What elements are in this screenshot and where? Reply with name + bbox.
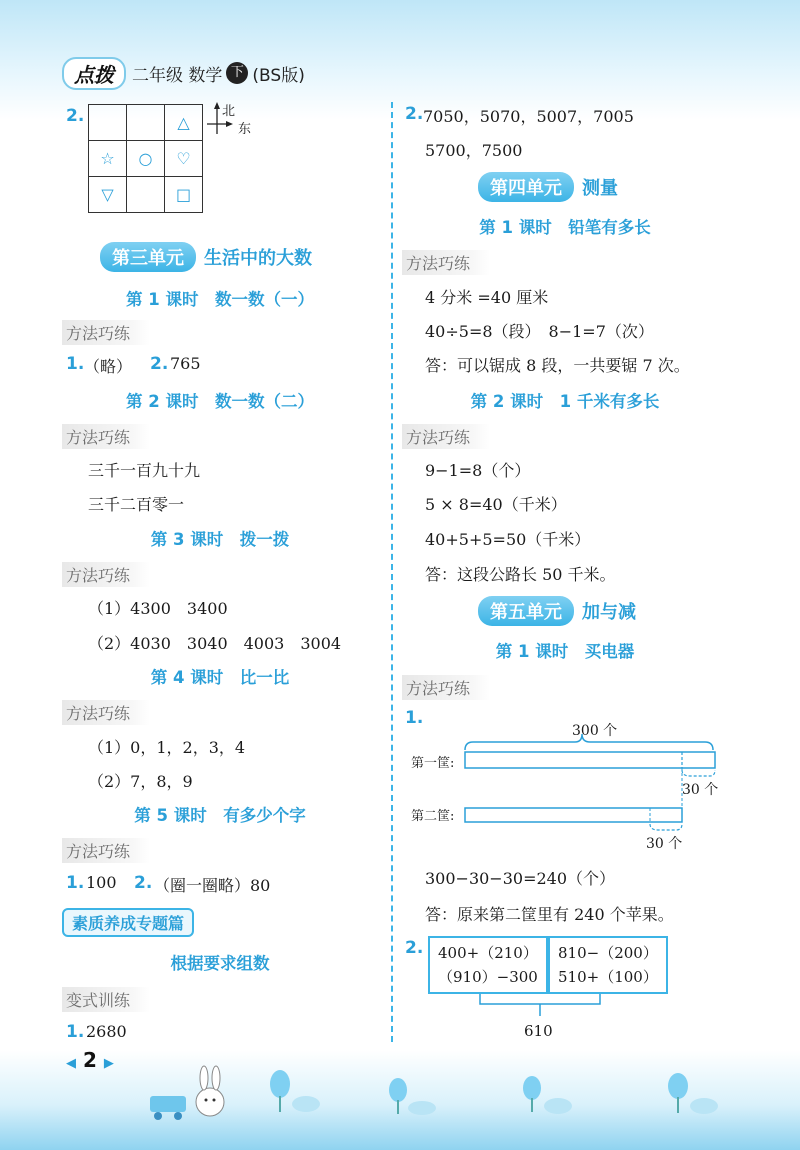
expression: （910）−300 xyxy=(438,968,538,986)
compass-north-label: 北 xyxy=(222,104,236,119)
answer-text: 5700，7500 xyxy=(425,141,523,160)
topic-title: 根据要求组数 xyxy=(170,954,270,973)
answer-text: 40÷5=8（段） 8−1=7（次） xyxy=(425,322,654,341)
next-arrow-icon: ▶ xyxy=(103,1056,114,1071)
unit-3-title: 生活中的大数 xyxy=(204,248,312,269)
method-label: 方法巧练 xyxy=(62,700,150,725)
logo: 点拨 xyxy=(62,57,126,90)
shape-grid xyxy=(88,104,203,213)
bunny-icon xyxy=(196,1066,224,1116)
answer-text: 三千一百九十九 xyxy=(88,461,201,480)
method-label: 方法巧练 xyxy=(402,675,490,700)
footer-decoration xyxy=(140,1062,740,1122)
special-section-label: 素质养成专题篇 xyxy=(62,908,194,937)
unit-4-pill: 第四单元 xyxy=(478,172,574,202)
question-number: 1. xyxy=(66,873,85,893)
grid-cell xyxy=(89,105,127,141)
basket-1-label: 第一筐: xyxy=(411,756,455,771)
question-number: 2. xyxy=(134,873,153,893)
grid-cell xyxy=(127,177,165,213)
question-number: 2. xyxy=(66,106,85,126)
question-number: 2. xyxy=(150,354,169,374)
answer-text: （1）0，1，2，3，4 xyxy=(88,738,246,757)
answer-text: 答：这段公路长 50 千米。 xyxy=(425,565,616,584)
question-number: 1. xyxy=(405,708,424,728)
diff-2-brace xyxy=(650,824,682,830)
volume-badge: 下 xyxy=(226,62,248,84)
answer-text: （2）7，8，9 xyxy=(88,772,193,791)
edition-label: (BS版) xyxy=(252,65,305,86)
bush-icon xyxy=(292,1096,718,1115)
method-label: 方法巧练 xyxy=(402,424,490,449)
unit-3-pill: 第三单元 xyxy=(100,242,196,272)
basket-1-bar xyxy=(465,752,715,768)
lesson-title: 第 1 课时 买电器 xyxy=(495,642,635,661)
method-label: 方法巧练 xyxy=(402,250,490,275)
answer-text: 100 xyxy=(86,873,117,892)
grid-cell: ○ xyxy=(127,141,165,177)
answer-text: 答：可以锯成 8 段，一共要锯 7 次。 xyxy=(425,356,690,375)
answer-text: （圈一圈略）80 xyxy=(154,876,271,895)
grid-cell: ▽ xyxy=(89,177,127,213)
page-number xyxy=(66,1048,114,1072)
answer-text: （2）4030 3040 4003 3004 xyxy=(88,634,342,653)
answer-text: 2680 xyxy=(86,1022,127,1041)
question-number: 2. xyxy=(405,938,424,958)
method-label: 方法巧练 xyxy=(62,424,150,449)
lesson-title: 第 2 课时 1 千米有多长 xyxy=(470,392,660,411)
answer-text: 300−30−30=240（个） xyxy=(425,869,616,888)
difference-label: 30 个 xyxy=(646,836,683,852)
lesson-title: 第 2 课时 数一数（二） xyxy=(126,392,314,411)
expression: 400+（210） xyxy=(438,944,538,962)
lesson-title: 第 1 课时 铅笔有多长 xyxy=(479,218,651,237)
unit-5-heading xyxy=(478,596,636,626)
answer-text: 9−1=8（个） xyxy=(425,461,531,480)
question-number: 2. xyxy=(405,104,424,124)
book-title: 二年级 数学 xyxy=(132,65,223,86)
unit-4-heading xyxy=(478,172,618,202)
expression-box-1 xyxy=(428,936,548,994)
answer-text: 三千二百零一 xyxy=(88,495,185,514)
basket-2-bar xyxy=(465,808,682,822)
answer-text: （略） xyxy=(84,357,133,376)
column-divider xyxy=(391,102,393,1042)
method-label: 方法巧练 xyxy=(62,562,150,587)
answer-text: 4 分米 =40 厘米 xyxy=(425,288,549,307)
prev-arrow-icon: ◀ xyxy=(66,1056,76,1071)
expression: 810−（200） xyxy=(558,944,658,962)
answer-text: 7050，5070，5007，7005 xyxy=(423,107,634,126)
answer-text: 答：原来第二筐里有 240 个苹果。 xyxy=(425,905,674,924)
answer-text: 765 xyxy=(170,354,201,373)
grid-cell: □ xyxy=(165,177,203,213)
unit-5-pill: 第五单元 xyxy=(478,596,574,626)
page-number-value: 2 xyxy=(82,1048,97,1072)
unit-5-title: 加与减 xyxy=(582,602,636,623)
difference-label: 30 个 xyxy=(682,782,719,798)
answer-text: 40+5+5=50（千米） xyxy=(425,530,591,549)
compass-east-label: 东 xyxy=(238,122,252,137)
method-label: 方法巧练 xyxy=(62,838,150,863)
lesson-title: 第 1 课时 数一数（一） xyxy=(126,290,314,309)
question-number: 1. xyxy=(66,354,85,374)
result-value: 610 xyxy=(524,1022,553,1040)
unit-4-title: 测量 xyxy=(582,178,618,199)
grid-cell: ☆ xyxy=(89,141,127,177)
page-header xyxy=(62,58,305,88)
cart-icon xyxy=(150,1096,186,1120)
expression-box-2 xyxy=(548,936,668,994)
answer-text: 5 × 8=40（千米） xyxy=(425,495,567,514)
grid-cell: △ xyxy=(165,105,203,141)
unit-3-heading xyxy=(100,242,312,272)
lesson-title: 第 5 课时 有多少个字 xyxy=(134,806,306,825)
total-label: 300 个 xyxy=(572,723,618,739)
diff-1-brace xyxy=(682,770,715,776)
method-label: 方法巧练 xyxy=(62,320,150,345)
connector-lines xyxy=(470,994,620,1018)
expression: 510+（100） xyxy=(558,968,658,986)
grid-cell: ♡ xyxy=(165,141,203,177)
tree-icon xyxy=(270,1070,688,1114)
answer-text: （1）4300 3400 xyxy=(88,599,228,618)
grid-cell xyxy=(127,105,165,141)
basket-2-label: 第二筐: xyxy=(411,809,455,824)
lesson-title: 第 4 课时 比一比 xyxy=(150,668,290,687)
lesson-title: 第 3 课时 拨一拨 xyxy=(150,530,290,549)
question-number: 1. xyxy=(66,1022,85,1042)
variant-label: 变式训练 xyxy=(62,987,150,1012)
